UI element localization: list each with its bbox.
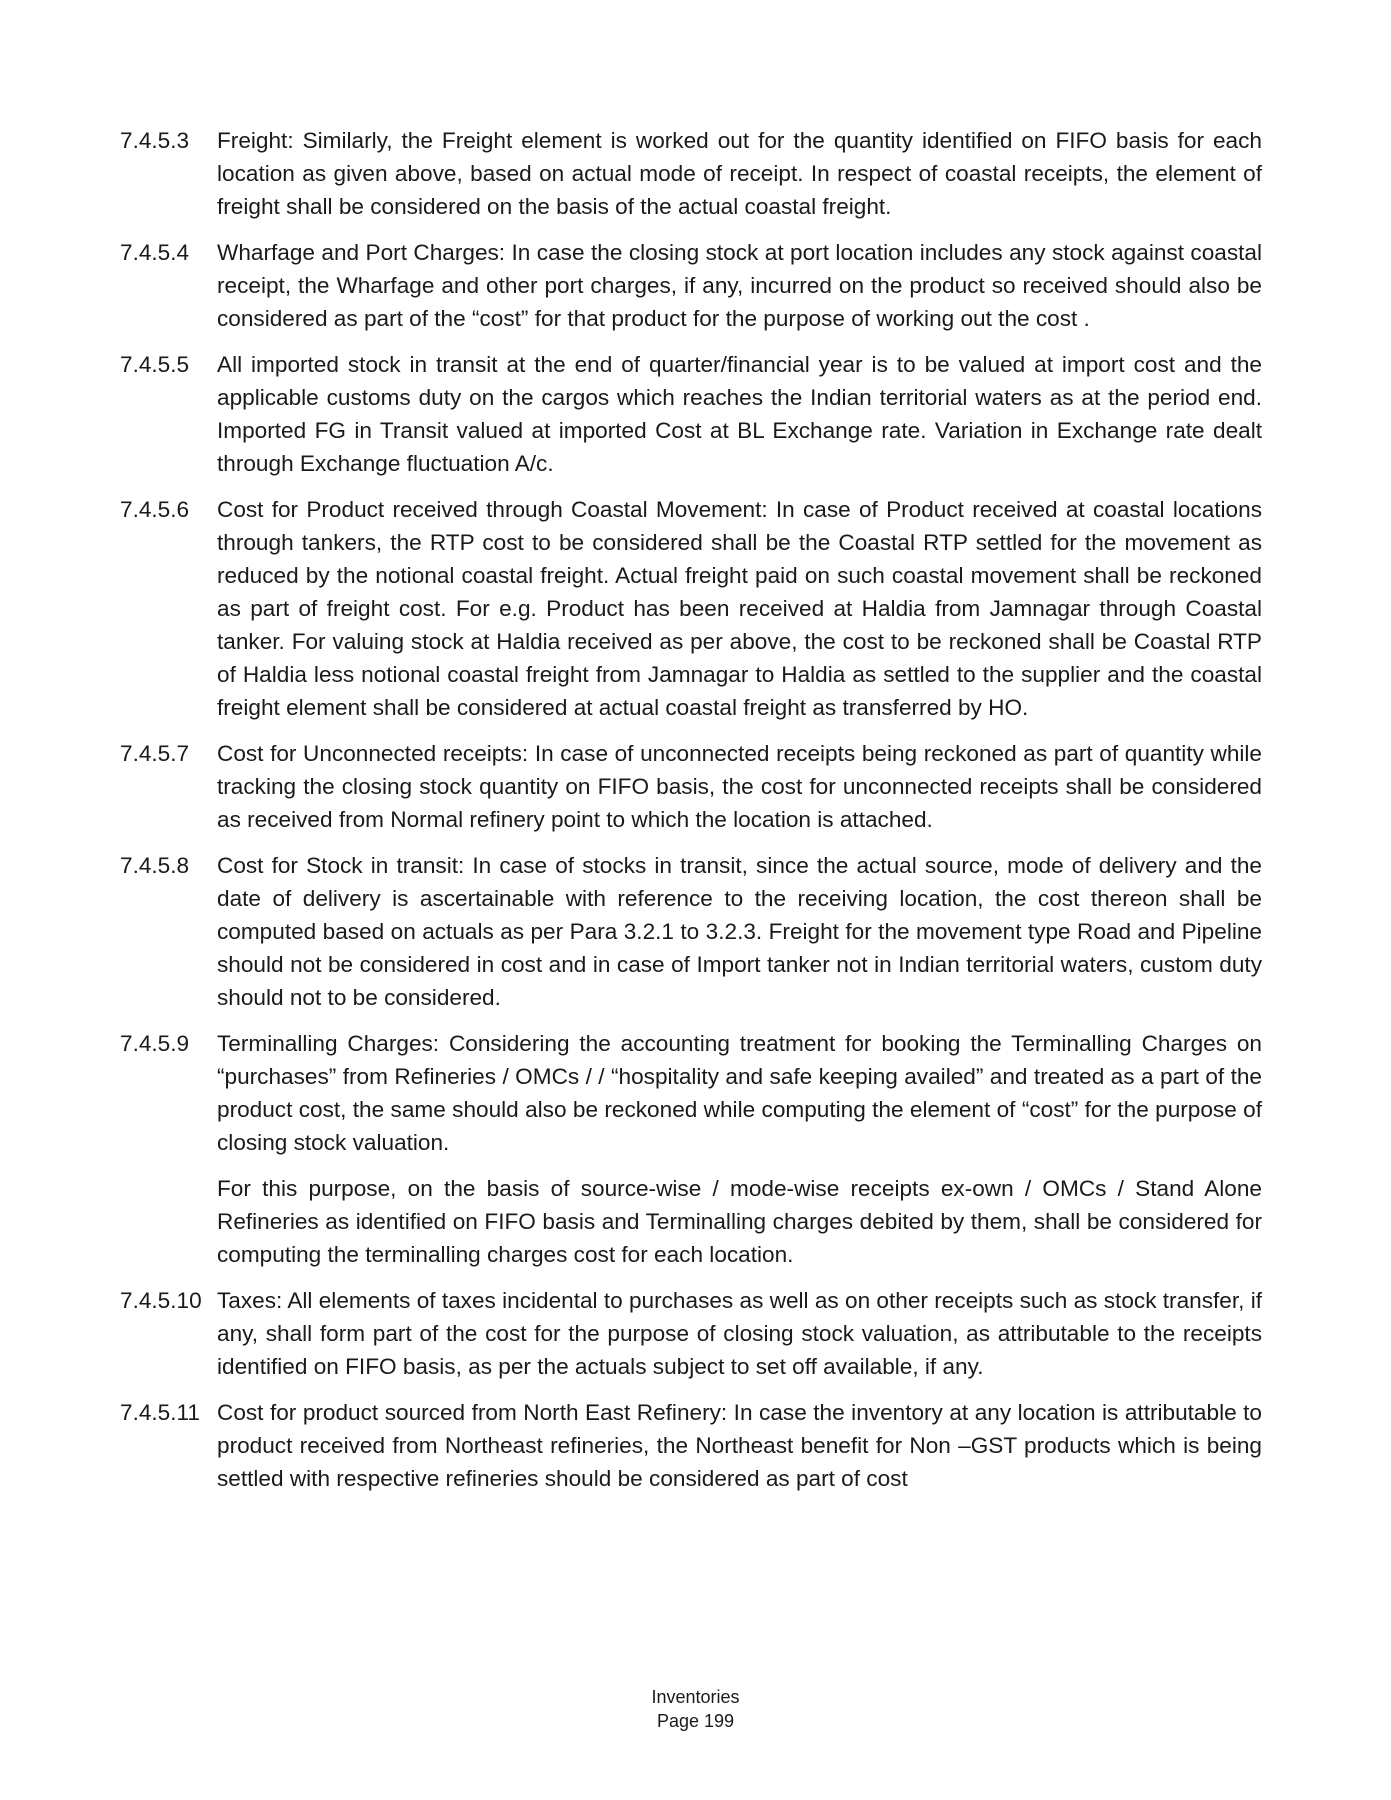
paragraph-number: 7.4.5.4 xyxy=(120,240,190,265)
paragraph-7-4-5-4 xyxy=(120,236,1262,335)
paragraph-7-4-5-10 xyxy=(120,1284,1262,1383)
paragraph-number: 7.4.5.3 xyxy=(120,128,190,153)
paragraph-text: Cost for Product received through Coastal Movement: In case of Product received at coastal locations through tankers, the RTP cost to be considered shall be the Coastal RTP settled for the movement as reduced by the notional coastal freight. Actual freight paid on such coastal movement shall be reckoned as part of freight cost. For e.g. Product has been received at Haldia from Jamnagar through Coastal tanker. For valuing stock at Haldia received as per above, the cost to be reckoned shall be Coastal RTP of Haldia less notional coastal freight from Jamnagar to Haldia as settled to the supplier and the coastal freight element shall be considered at actual coastal freight as transferred by HO. xyxy=(217,497,1262,720)
footer-page-number: Page 199 xyxy=(656,1711,735,1731)
paragraph-number: 7.4.5.6 xyxy=(120,497,190,522)
paragraph-7-4-5-7 xyxy=(120,737,1262,836)
paragraph-7-4-5-11 xyxy=(120,1396,1262,1495)
paragraph-7-4-5-5 xyxy=(120,348,1262,480)
paragraph-7-4-5-9 xyxy=(120,1027,1262,1159)
paragraph-number: 7.4.5.5 xyxy=(120,352,190,377)
paragraph-7-4-5-6 xyxy=(120,493,1262,724)
paragraph-text: Cost for Stock in transit: In case of stocks in transit, since the actual source, mode of delivery and the date of delivery is ascertainable with reference to the receiving location, the cost thereon shall be computed based on actuals as per Para 3.2.1 to 3.2.3. Freight for the movement type Road and Pipeline should not be considered in cost and in case of Import tanker not in Indian territorial waters, custom duty should not to be considered. xyxy=(217,853,1262,1010)
paragraph-number: 7.4.5.11 xyxy=(120,1400,200,1425)
paragraph-text: All imported stock in transit at the end of quarter/financial year is to be valued at import cost and the applicable customs duty on the cargos which reaches the Indian territorial waters as at the period end. Imported FG in Transit valued at imported Cost at BL Exchange rate. Variation in Exchange rate dealt through Exchange fluctuation A/c. xyxy=(217,352,1262,476)
paragraph-number: 7.4.5.10 xyxy=(120,1288,202,1313)
paragraph-text: Taxes: All elements of taxes incidental to purchases as well as on other receipts such as stock transfer, if any, shall form part of the cost for the purpose of closing stock valuation, as attributable to the receipts identified on FIFO basis, as per the actuals subject to set off available, if any. xyxy=(217,1288,1262,1379)
footer-section-title: Inventories xyxy=(651,1687,740,1707)
paragraph-number: 7.4.5.8 xyxy=(120,853,190,878)
paragraph-7-4-5-3 xyxy=(120,124,1262,223)
paragraph-text: Freight: Similarly, the Freight element is worked out for the quantity identified on FIFO basis for each location as given above, based on actual mode of receipt. In respect of coastal receipts, the element of freight shall be considered on the basis of the actual coastal freight. xyxy=(217,128,1262,219)
paragraph-number: 7.4.5.7 xyxy=(120,741,190,766)
paragraph-text: Wharfage and Port Charges: In case the closing stock at port location includes any stock against coastal receipt, the Wharfage and other port charges, if any, incurred on the product so received should also be considered as part of the “cost” for that product for the purpose of working out the cost . xyxy=(217,240,1262,331)
page-footer xyxy=(0,1685,1391,1733)
paragraph-7-4-5-9-continuation: For this purpose, on the basis of source-wise / mode-wise receipts ex-own / OMCs / Stand Alone Refineries as identified on FIFO basis and Terminalling charges debited by them, shall be considered for computing the terminalling charges cost for each location. xyxy=(217,1176,1262,1267)
paragraph-number: 7.4.5.9 xyxy=(120,1031,190,1056)
paragraph-text: Terminalling Charges: Considering the accounting treatment for booking the Terminalling Charges on “purchases” from Refineries / OMCs / / “hospitality and safe keeping availed” and treated as a part of the product cost, the same should also be reckoned while computing the element of “cost” for the purpose of closing stock valuation. xyxy=(217,1031,1262,1155)
paragraph-7-4-5-8 xyxy=(120,849,1262,1014)
document-body xyxy=(120,124,1262,1508)
paragraph-text: Cost for product sourced from North East Refinery: In case the inventory at any location is attributable to product received from Northeast refineries, the Northeast benefit for Non –GST products which is being settled with respective refineries should be considered as part of cost xyxy=(217,1400,1262,1491)
paragraph-text: Cost for Unconnected receipts: In case of unconnected receipts being reckoned as part of quantity while tracking the closing stock quantity on FIFO basis, the cost for unconnected receipts shall be considered as received from Normal refinery point to which the location is attached. xyxy=(217,741,1262,832)
